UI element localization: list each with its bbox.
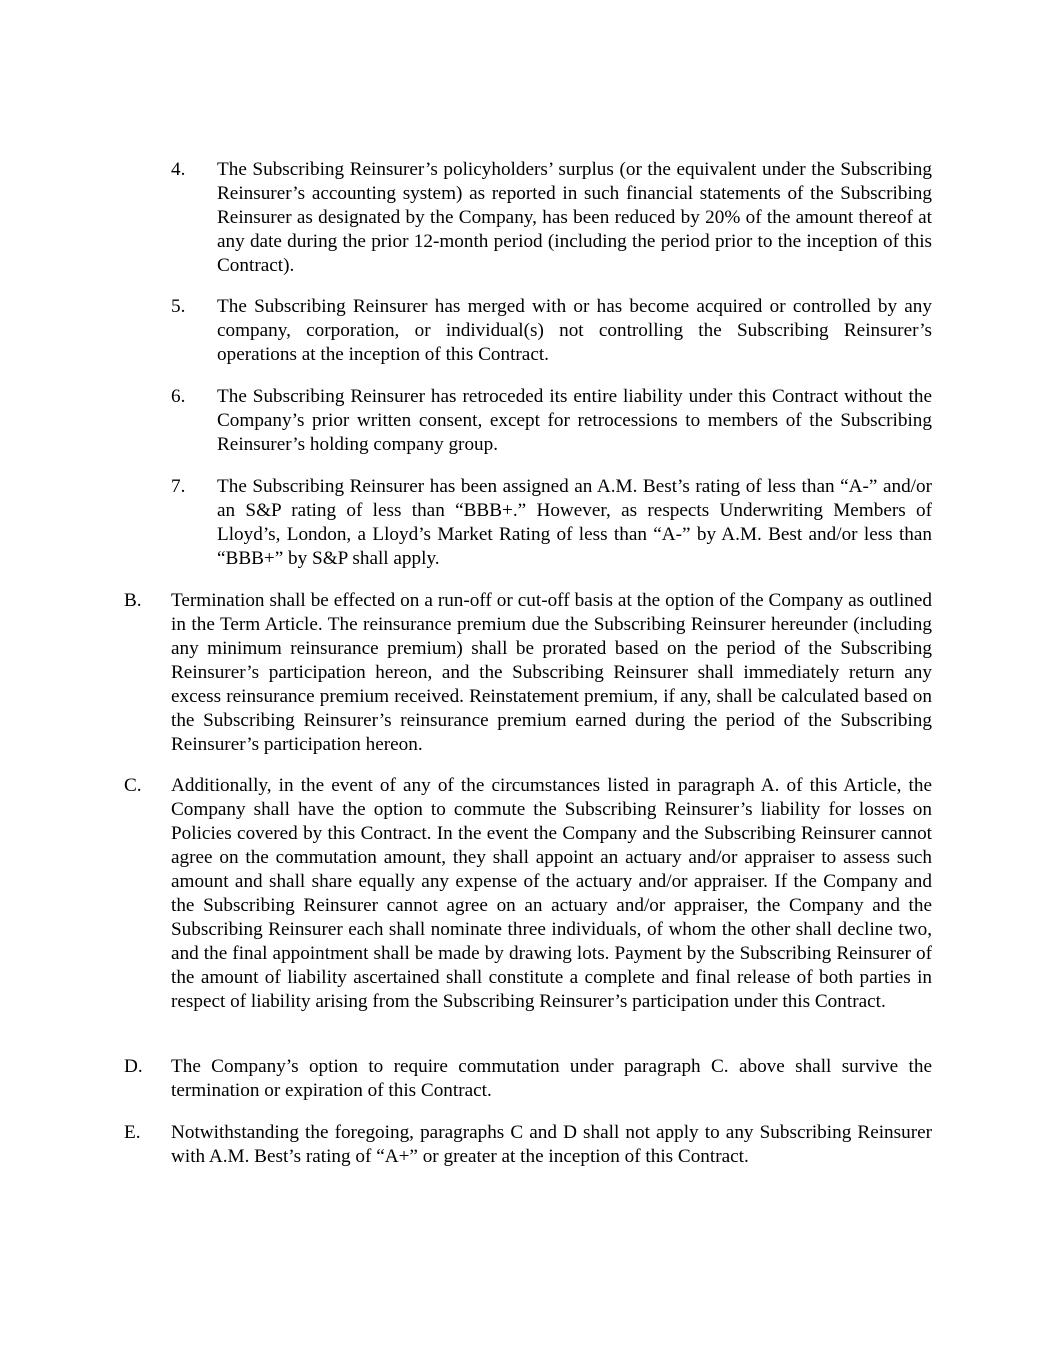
item-e-marker: E. [124, 1122, 141, 1143]
item-c-marker: C. [124, 775, 142, 796]
item-d-marker: D. [124, 1056, 143, 1077]
item-c-text: Additionally, in the event of any of the circumstances listed in paragraph A. of this Article, the Company shall have the option to commute the Subscribing Reinsurer’s liability for losses on Policies covered by this Contract. In the event the Company and the Subscribing Reinsurer cannot agree on the commutation amount, they shall appoint an actuary and/or appraiser to assess such amount and shall share equally any expense of the actuary and/or appraiser. If the Company and the Subscribing Reinsurer cannot agree on an actuary and/or appraiser, the Company and the Subscribing Reinsurer each shall nominate three individuals, of whom the other shall decline two, and the final appointment shall be made by drawing lots. Payment by the Subscribing Reinsurer of the amount of liability ascertained shall constitute a complete and final release of both parties in respect of liability arising from the Subscribing Reinsurer’s participation under this Contract. [171, 775, 932, 1012]
item-b-marker: B. [124, 590, 142, 611]
item-6-marker: 6. [171, 386, 186, 407]
item-5-text: The Subscribing Reinsurer has merged with or has become acquired or controlled by any company, corporation, or individual(s) not controlling the Subscribing Reinsurer’s operations at the inception of this Contract. [217, 296, 932, 365]
item-6-text: The Subscribing Reinsurer has retroceded its entire liability under this Contract without the Company’s prior written consent, except for retrocessions to members of the Subscribing Reinsurer’s holding company group. [217, 386, 932, 455]
item-7-text: The Subscribing Reinsurer has been assigned an A.M. Best’s rating of less than “A-” and/or an S&P rating of less than “BBB+.” However, as respects Underwriting Members of Lloyd’s, London, a Lloyd’s Market Rating of less than “A-” by A.M. Best and/or less than “BBB+” by S&P shall apply. [217, 476, 932, 569]
item-d-text: The Company’s option to require commutation under paragraph C. above shall survive the termination or expiration of this Contract. [171, 1056, 932, 1101]
item-b-text: Termination shall be effected on a run-off or cut-off basis at the option of the Company as outlined in the Term Article. The reinsurance premium due the Subscribing Reinsurer hereunder (including any minimum reinsurance premium) shall be prorated based on the period of the Subscribing Reinsurer’s participation hereon, and the Subscribing Reinsurer shall immediately return any excess reinsurance premium received. Reinstatement premium, if any, shall be calculated based on the Subscribing Reinsurer’s reinsurance premium earned during the period of the Subscribing Reinsurer’s participation hereon. [171, 590, 932, 755]
item-e-text: Notwithstanding the foregoing, paragraphs C and D shall not apply to any Subscribing Reinsurer with A.M. Best’s rating of “A+” or greater at the inception of this Contract. [171, 1122, 932, 1167]
item-4-marker: 4. [171, 159, 186, 180]
item-7-marker: 7. [171, 476, 186, 497]
item-5-marker: 5. [171, 296, 186, 317]
item-4-text: The Subscribing Reinsurer’s policyholders’ surplus (or the equivalent under the Subscribing Reinsurer’s accounting system) as reported in such financial statements of the Subscribing Reinsurer as designated by the Company, has been reduced by 20% of the amount thereof at any date during the prior 12-month period (including the period prior to the inception of this Contract). [217, 159, 932, 276]
